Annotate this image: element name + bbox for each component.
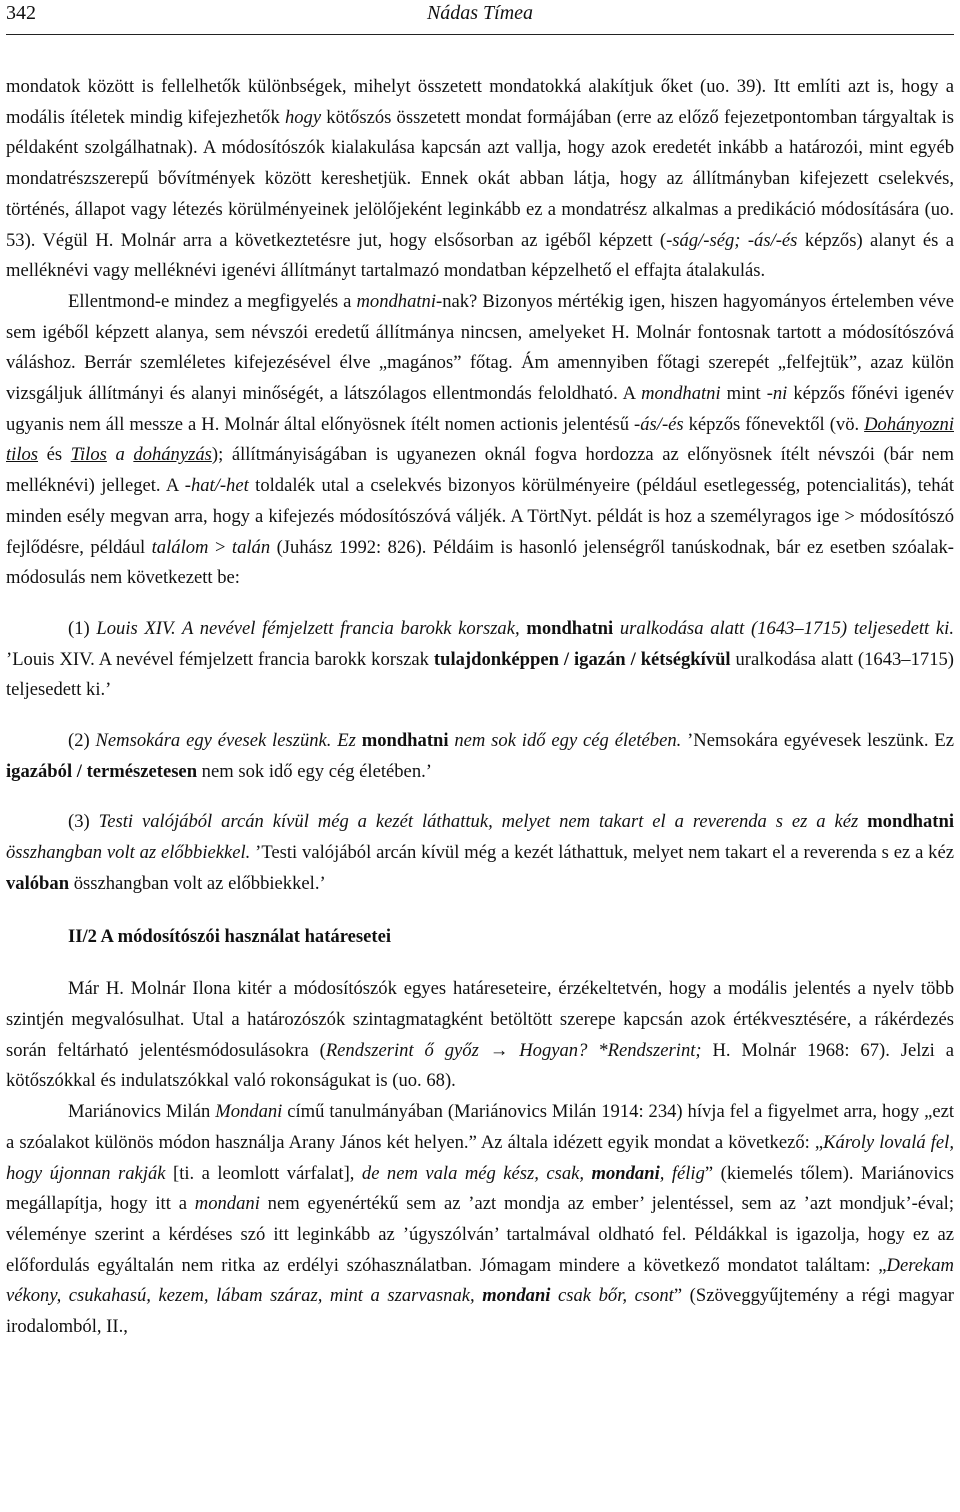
page-number: 342 xyxy=(6,2,36,24)
text-run: Derekam vékony, csukahasú, kezem, lábam száraz, mint a szarvasnak, xyxy=(6,1254,954,1307)
text-run: Testi valójából arcán kívül még a kezét láthattuk, melyet nem takart el a reverenda s ez a kéz xyxy=(98,811,868,833)
text-run: című tanulmányában (Mariánovics Milán 1914: 234) hívja fel a figyelmet arra, hogy „ezt a szóalakot különös módon használja Arany János két helyen.” Az általa idézett egyik mondat a következő: „ xyxy=(6,1101,955,1153)
text-run: Rendszerint ő győz xyxy=(325,1039,479,1061)
text-run: képzős) alanyt és a melléknévi vagy melléknévi igenévi állítmányt tartalmazó mondatban képzelhető el effajta átalakulás. xyxy=(6,229,954,282)
text-run: Mariánovics Milán xyxy=(68,1101,216,1123)
text-run: mondhatni xyxy=(867,811,954,833)
text-run: tulajdonképpen / igazán / kétségkívül xyxy=(433,648,731,670)
text-run: Ellentmond-e mindez a megfigyelés a xyxy=(68,290,357,312)
example-1 xyxy=(6,614,954,706)
text-run: toldalék utal a cselekvés bizonyos körülményeire (például esetlegesség, potencialitás), tehát minden esély megvan arra, hogy a kifejezés módosítószóvá váljék. A TörtNyt. példát is hoz a személyragos ige > módosítószó fejlődésre, például xyxy=(6,475,954,558)
text-run: de nem vala még kész, csak, xyxy=(361,1162,592,1184)
text-run: csak bőr, csont xyxy=(550,1285,674,1307)
text-run: hogy xyxy=(284,106,322,128)
text-run: képzős főnévi igenév ugyanis nem áll messze a H. Molnár által előnyösnek ítélt nomen actionis jelentésű xyxy=(6,383,954,435)
text-run: ’Nemsokára egyévesek leszünk. Ez xyxy=(681,730,954,752)
paragraph-2 xyxy=(6,287,954,594)
text-run: -ni xyxy=(766,383,788,405)
text-run: mondani xyxy=(591,1162,660,1184)
text-run: dohányzás xyxy=(133,444,212,466)
text-run: uralkodása alatt (1643–1715) teljesedett ki.’ xyxy=(6,648,954,701)
text-run: igazából / természetesen xyxy=(6,760,198,782)
text-run: ’Testi valójából arcán kívül még a kezét láthattuk, melyet nem takart el a reverenda s ez a kéz xyxy=(250,842,954,864)
text-run: , félig xyxy=(659,1162,705,1184)
text-run: -nak? Bizonyos mértékig igen, hiszen hagyományos értelemben véve sem igéből képzett alanya, sem névszói eredetű állítmánya nincsen, amelyeket H. Molnár fontosnak tartott a módosítószóvá váláshoz. Berrár szemléletes kifejezésével élve „magános” főtag. Ám amennyiben főtagi szerepét „felfejtük”, azaz külön vizsgáljuk állítmányi és alanyi minőségét, a látszólagos ellentmondás feloldható. A xyxy=(6,290,954,405)
text-run: -hat/-het xyxy=(184,475,249,497)
text-run: → xyxy=(478,1039,520,1061)
text-run: Hogyan? *Rendszerint; xyxy=(519,1039,702,1061)
text-run: [ti. a leomlott várfalat], xyxy=(165,1162,362,1184)
text-run: összhangban volt az előbbiekkel. xyxy=(6,842,251,864)
text-run: H. Molnár 1968: 67). Jelzi a kötőszókkal és indulatszókkal való rokonságukat is (uo. 68). xyxy=(6,1039,954,1092)
text-run: nem egyenértékű sem az ’azt mondja az ember’ jelentéssel, sem az ’azt mondjuk’-éval; véleménye szerint a kérdéses szó itt leginkább az ’úgyszólván’ tartalmával oldható fel. Példákkal is igazolja, hogy ez az előfordulás egyáltalán nem ritka az erdélyi szóhasználatban. Jómagam mindere a következő mondatot találtam: „ xyxy=(6,1193,955,1276)
text-run: összhangban volt az előbbiekkel.’ xyxy=(69,872,326,894)
text-run: mondhatni xyxy=(361,730,449,752)
text-run: Már H. Molnár Ilona kitér a módosítószók egyes határeseteire, érzékeltetvén, hogy a modális jelentés a nyelv több szintjén megvalósulhat. Utal a határozószók szintagmatagként betöltött szerepe kapcsán azok értékvesztésére, a rákérdezés során feltárható jelentésmódosulásokra ( xyxy=(6,978,954,1061)
text-run: -ság/-ség; -ás/-és xyxy=(666,229,798,251)
text-run: a xyxy=(115,444,125,466)
text-run: tilos xyxy=(6,444,39,466)
text-run: nem sok idő egy cég életében. xyxy=(448,730,682,752)
text-run: (Juhász 1992: 826). Példáim is hasonló jelenségről tanúskodnak, bár ez esetben szóalak-módosulás nem következett be: xyxy=(6,536,954,589)
text-run: Dohányozni xyxy=(864,413,954,435)
running-title: Nádas Tímea xyxy=(426,2,534,24)
text-run: > xyxy=(208,536,232,558)
example-2 xyxy=(6,726,954,787)
page-body xyxy=(6,72,954,1343)
text-run: (3) xyxy=(68,811,99,833)
text-run: (2) xyxy=(68,730,96,752)
text-run: ’Louis XIV. A nevével fémjelzett francia barokk korszak xyxy=(6,648,434,670)
text-run: mondani xyxy=(482,1285,551,1307)
text-run: mondani xyxy=(194,1193,260,1215)
text-run: ); állítmányiságában is ugyanezen oknál fogva hordozza az előnyösnek ítélt névszói (bár nem melléknévi) jelleget. A xyxy=(6,444,955,497)
text-run: Tilos xyxy=(70,444,107,466)
text-run: Mondani xyxy=(215,1101,283,1123)
text-run: mondhatni xyxy=(641,383,721,405)
text-run: Louis XIV. A nevével fémjelzett francia barokk korszak, xyxy=(96,617,527,639)
section-heading: II/2 A módosítószói használat határesetei xyxy=(68,925,391,947)
text-run: -ás/-és xyxy=(634,413,684,435)
text-run: képzős főnevektől (vö. xyxy=(683,413,865,435)
example-3 xyxy=(6,807,954,899)
text-run: valóban xyxy=(6,872,70,894)
text-run: nem sok idő egy cég életében.’ xyxy=(197,760,432,782)
text-run: Károly lovalá fel, hogy újonnan rakják xyxy=(6,1131,955,1184)
text-run: mint xyxy=(720,383,767,405)
text-run: Nemsokára egy évesek leszünk. Ez xyxy=(95,730,362,752)
text-run: mondhatni xyxy=(526,617,614,639)
paragraph-4 xyxy=(6,1097,954,1343)
text-run: mondhatni xyxy=(356,290,437,312)
text-run: mondatok között is fellelhetők különbségek, mihelyt összetett mondatokká alakítjuk őket (uo. 39). Itt említi azt is, hogy a modális ítéletek mindig kifejezhetők xyxy=(6,76,954,128)
paragraph-3 xyxy=(6,974,954,1097)
text-run: ” (Szöveggyűjtemény a régi magyar irodalomból, II., xyxy=(6,1285,955,1338)
text-run: találom xyxy=(151,536,209,558)
paragraph-1 xyxy=(6,72,954,287)
text-run: kötőszós összetett mondat formájában (erre az előző fejezetpontomban tárgyaltak is példaként szolgálhatnak). A módosítószók kialakulása kapcsán azt vallja, hogy azok eredetét inkább a határozói, mint egyéb mondatrészszerepű bővítmények között kereshetjük. Ennek okát abban látja, hogy az állítmányban kifejezett cselekvés, történés, állapot vagy létezés körülményeinek jelölőjeként leginkább ez a mondatrész alkalmas a predikáció módosítására (uo. 53). Végül H. Molnár arra a következtetésre jut, hogy elsősorban az igéből képzett ( xyxy=(6,106,954,251)
text-run: és xyxy=(38,444,71,466)
header-rule xyxy=(6,34,954,35)
text-run: uralkodása alatt (1643–1715) teljesedett ki. xyxy=(613,617,954,639)
page-header xyxy=(0,0,960,36)
text-run: (1) xyxy=(68,617,97,639)
text-run: ” (kiemelés tőlem). Mariánovics megállapítja, hogy itt a xyxy=(6,1162,954,1215)
text-run: talán xyxy=(231,536,271,558)
